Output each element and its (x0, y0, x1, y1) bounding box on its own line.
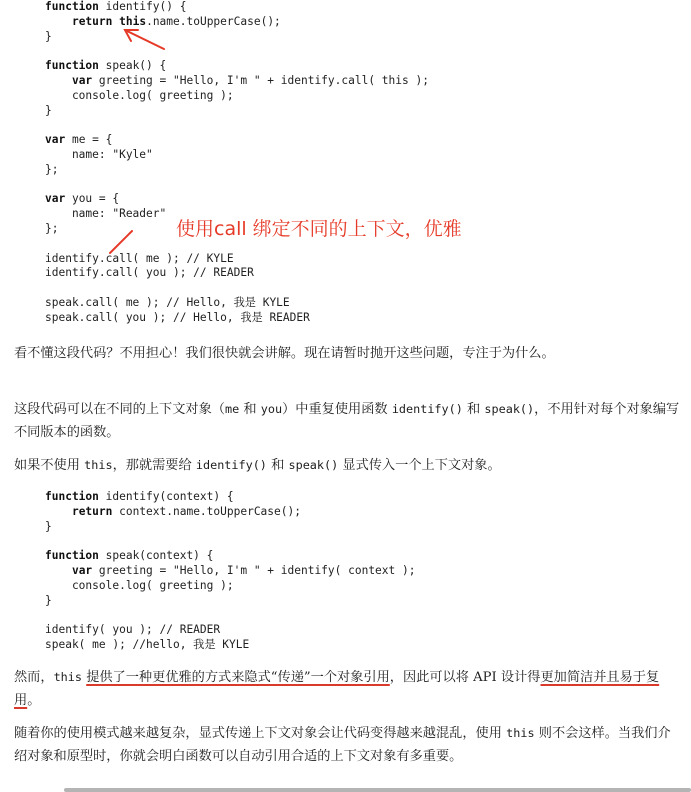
code-text: greeting = "Hello, I'm " + identify.call( this ); (92, 73, 429, 87)
code-text: identify(context) { (98, 490, 234, 503)
code-text: name: "Kyle" (45, 147, 153, 161)
code-block-explicit-context (45, 490, 415, 653)
code-line (45, 490, 415, 505)
code-line (45, 638, 415, 653)
code-keyword: var (45, 133, 66, 147)
code-line (45, 118, 429, 133)
code-text: name: "Reader" (45, 207, 167, 221)
code-keyword: this (119, 14, 147, 28)
code-text: speak.call( you ); // Hello, 我是 READER (45, 310, 310, 324)
code-text: identify() { (98, 0, 187, 13)
code-line (45, 74, 429, 89)
code-line (45, 59, 429, 74)
code-text: } (45, 29, 52, 43)
code-line (45, 192, 429, 207)
code-line (45, 0, 429, 15)
code-text: } (45, 593, 52, 607)
code-text: me = { (65, 133, 113, 147)
code-keyword: var (45, 192, 66, 206)
code-line (45, 564, 415, 579)
horizontal-scrollbar[interactable] (64, 788, 691, 792)
code-text (45, 74, 72, 87)
code-text: }; (45, 162, 59, 176)
paragraph-without-this: 如果不使用 this，那就需要给 identify() 和 speak() 显式传入一个上下文对象。 (14, 458, 501, 473)
code-block-this-example (45, 0, 429, 326)
code-text (45, 564, 72, 577)
code-text: speak.call( me ); // Hello, 我是 KYLE (45, 295, 290, 309)
code-keyword: function (45, 59, 99, 73)
code-text: context.name.toUpperCase(); (112, 504, 301, 518)
code-line (45, 148, 429, 163)
code-keyword: return (71, 504, 113, 518)
code-line (45, 505, 415, 520)
code-line (45, 296, 429, 311)
code-line (45, 266, 429, 281)
code-line (45, 252, 429, 267)
annotation-text: 使用call 绑定不同的上下文，优雅 (176, 218, 462, 240)
code-line (45, 281, 429, 296)
code-line (45, 534, 415, 549)
code-text: identify.call( you ); // READER (45, 266, 254, 280)
paragraph-elegant-this: 然而，this 提供了一种更优雅的方式来隐式“传递”一个对象引用，因此可以将 API 设计得更加简洁并且易于复用。 (14, 670, 660, 708)
paragraph-explanation: 看不懂这段代码？不用担心！我们很快就会讲解。现在请暂时抛开这些问题，专注于为什么。 (14, 346, 555, 361)
underlined-phrase-implicit-passing: 提供了一种更优雅的方式来隐式“传递”一个对象引用 (86, 670, 390, 685)
code-keyword: function (45, 0, 99, 13)
code-line (45, 104, 429, 119)
code-line (45, 30, 429, 45)
code-text: speak() { (98, 59, 167, 73)
code-keyword: function (45, 490, 99, 503)
code-line (45, 44, 429, 59)
code-text: }; (45, 221, 59, 235)
code-text: } (45, 519, 52, 533)
code-text: } (45, 103, 52, 117)
code-text: greeting = "Hello, I'm " + identify( context ); (92, 563, 416, 577)
code-text: identify.call( me ); // KYLE (45, 251, 234, 265)
code-line (45, 579, 415, 594)
code-text (45, 505, 72, 518)
code-text: speak( me ); //hello, 我是 KYLE (45, 637, 250, 651)
code-line (45, 133, 429, 148)
code-line (45, 15, 429, 30)
code-keyword: var (71, 563, 93, 577)
code-line (45, 608, 415, 623)
underlined-phrase-concise-reusable: 更加简洁并且易于复用 (14, 670, 660, 708)
code-keyword: var (71, 73, 93, 87)
code-text: speak(context) { (98, 549, 214, 563)
code-line (45, 594, 415, 609)
code-keyword: function (45, 549, 99, 563)
paragraph-reuse: 这段代码可以在不同的上下文对象（me 和 you）中重复使用函数 identify() 和 speak()，不用针对每个对象编写不同版本的函数。 (14, 402, 680, 440)
code-line (45, 549, 415, 564)
code-text: you = { (65, 192, 120, 206)
code-line (45, 311, 429, 326)
code-line (45, 163, 429, 178)
code-line (45, 89, 429, 104)
code-keyword: return (71, 14, 113, 28)
code-text: console.log( greeting ); (45, 578, 234, 592)
code-text: .name.toUpperCase(); (146, 14, 281, 28)
code-line (45, 623, 415, 638)
code-text: console.log( greeting ); (45, 88, 234, 102)
code-text (45, 15, 72, 28)
paragraph-complex-patterns: 随着你的使用模式越来越复杂，显式传递上下文对象会让代码变得越来越混乱，使用 this 则不会这样。当我们介绍对象和原型时，你就会明白函数可以自动引用合适的上下文对象有多重要。 (14, 726, 671, 764)
code-text: identify( you ); // READER (45, 623, 221, 637)
code-line (45, 178, 429, 193)
code-line (45, 520, 415, 535)
